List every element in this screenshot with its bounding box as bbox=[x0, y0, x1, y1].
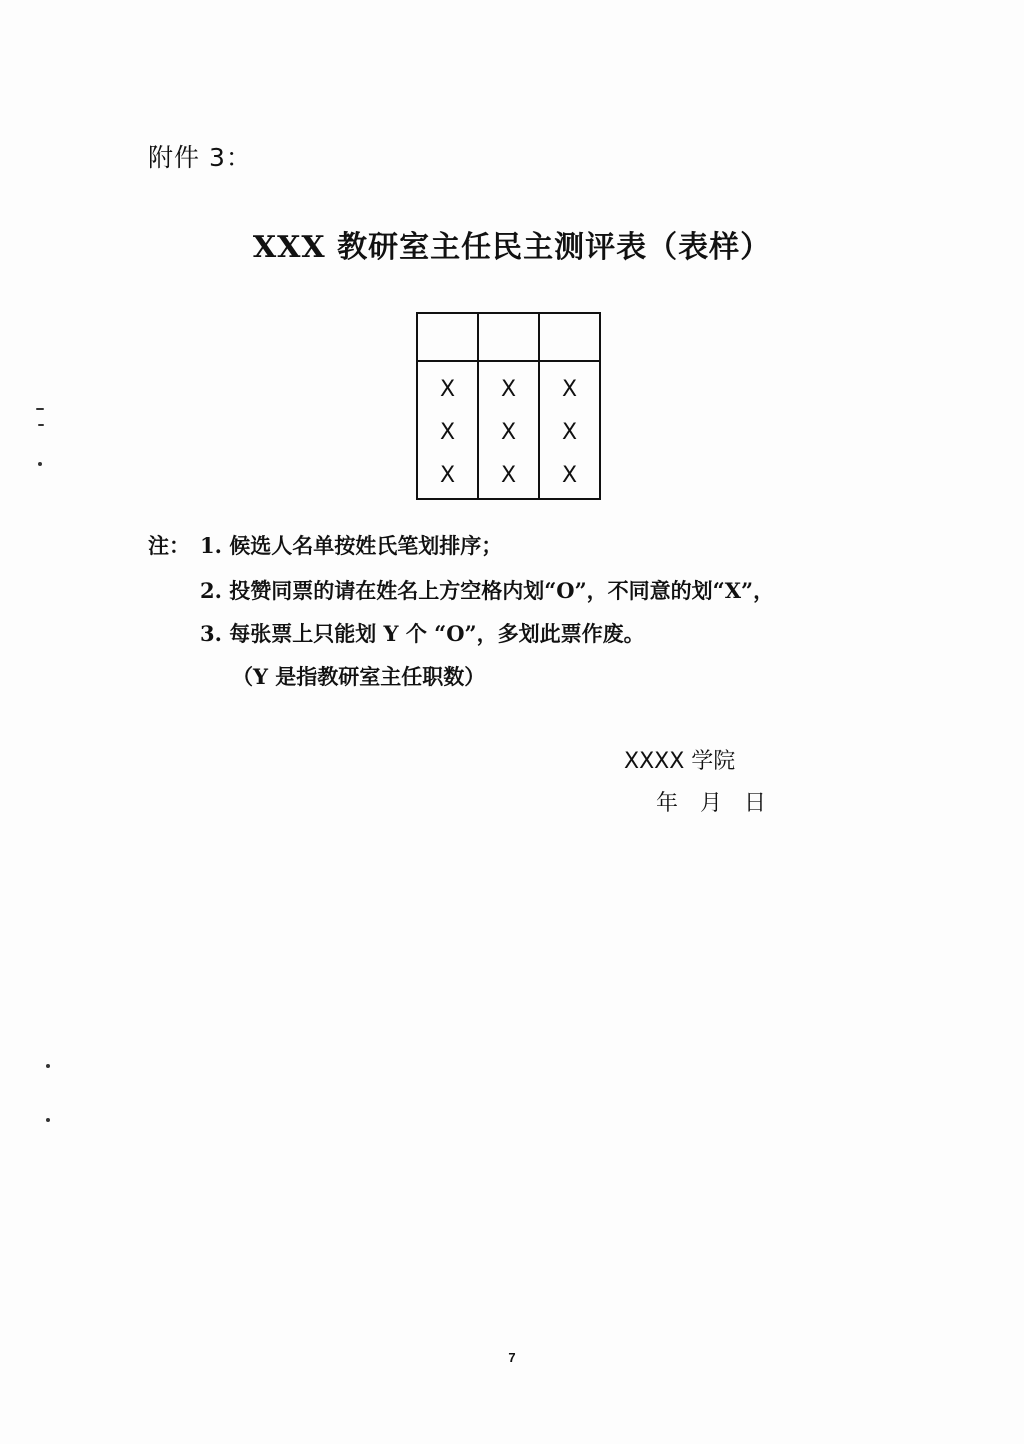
scan-speck bbox=[46, 1064, 50, 1068]
ballot-name-cell bbox=[417, 313, 478, 361]
ballot-mark: X bbox=[500, 463, 517, 488]
scan-speck bbox=[46, 1118, 50, 1122]
ballot-name-cell bbox=[539, 313, 600, 361]
page-title: XXX 教研室主任民主测评表（表样） bbox=[252, 230, 772, 265]
ballot-table bbox=[416, 312, 601, 500]
ballot-mark: X bbox=[439, 377, 456, 402]
note-item: 3. 每张票上只能划 Y 个 “O”，多划此票作废。 bbox=[200, 621, 645, 646]
ballot-mark: X bbox=[500, 420, 517, 445]
ballot-mark: X bbox=[561, 377, 578, 402]
ballot-mark-column bbox=[478, 361, 539, 499]
ballot-mark-row bbox=[417, 361, 600, 499]
ballot-name-row bbox=[417, 313, 600, 361]
signature-date: 年 月 日 bbox=[656, 791, 767, 816]
scan-speck bbox=[36, 408, 44, 410]
note-item: 1. 候选人名单按姓氏笔划排序； bbox=[200, 533, 503, 558]
signature-organization: XXXX 学院 bbox=[624, 749, 736, 774]
ballot-mark: X bbox=[439, 463, 456, 488]
notes-prefix: 注： bbox=[148, 533, 190, 558]
ballot-mark: X bbox=[561, 463, 578, 488]
note-item: 2. 投赞同票的请在姓名上方空格内划“O”，不同意的划“X”， bbox=[200, 578, 775, 603]
ballot-mark: X bbox=[439, 420, 456, 445]
ballot-mark-column bbox=[539, 361, 600, 499]
ballot-name-cell bbox=[478, 313, 539, 361]
ballot-mark: X bbox=[500, 377, 517, 402]
ballot-mark-column bbox=[417, 361, 478, 499]
note-item: （Y 是指教研室主任职数） bbox=[232, 664, 486, 689]
scan-speck bbox=[38, 424, 44, 426]
scan-speck bbox=[38, 462, 42, 466]
attachment-label: 附件 3： bbox=[148, 143, 252, 172]
page-number: 7 bbox=[508, 1350, 516, 1365]
ballot-mark: X bbox=[561, 420, 578, 445]
